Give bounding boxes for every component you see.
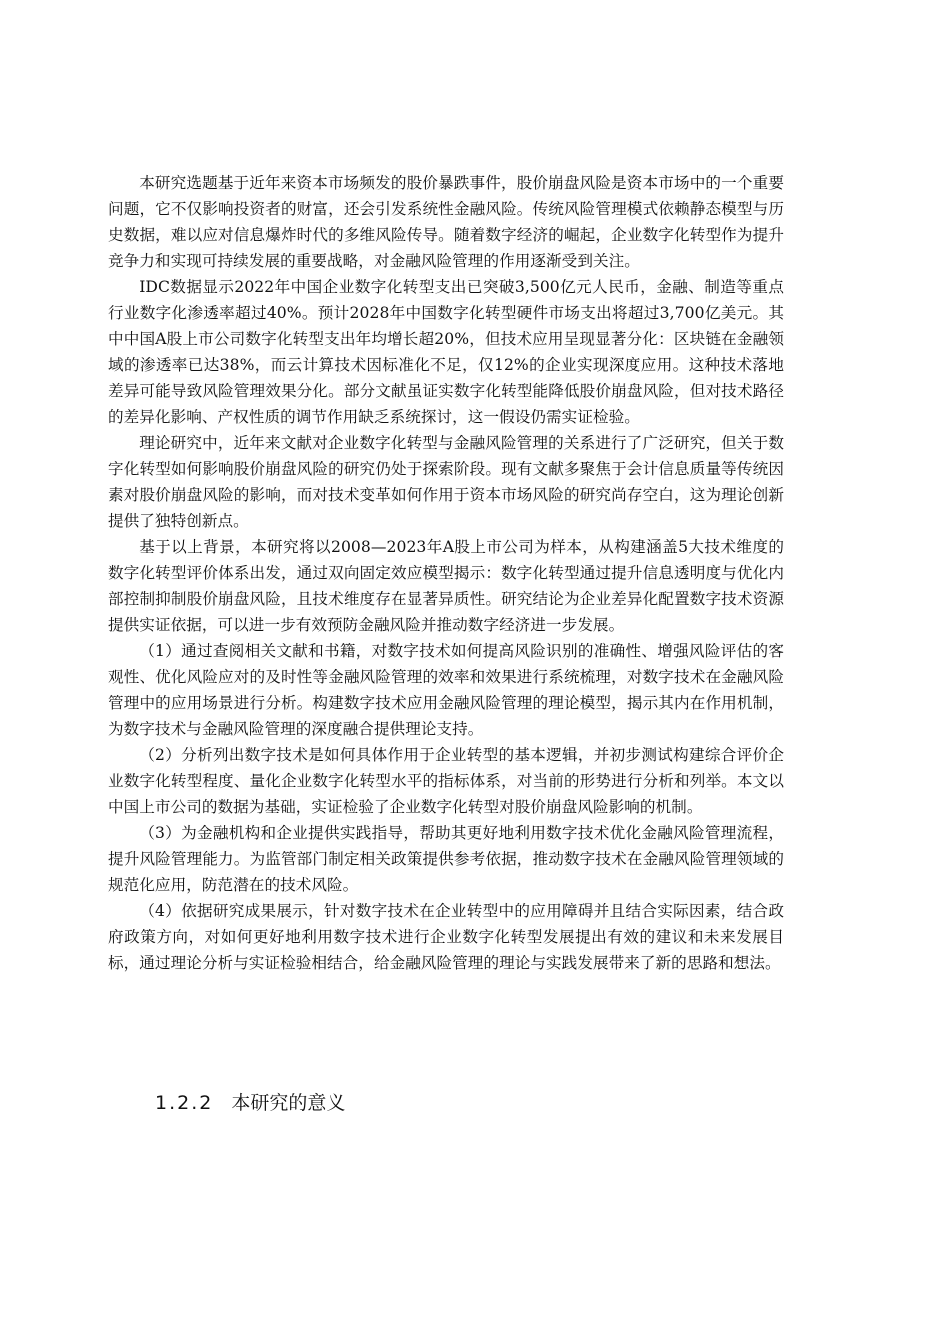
body-text [108,170,784,976]
paragraph-research-background: 本研究选题基于近年来资本市场频发的股价暴跌事件，股价崩盘风险是资本市场中的一个重要问题，它不仅影响投资者的财富，还会引发系统性金融风险。传统风险管理模式依赖静态模型与历史数据，难以应对信息爆炸时代的多维风险传导。随着数字经济的崛起，企业数字化转型作为提升竞争力和实现可持续发展的重要战略，对金融风险管理的作用逐渐受到关注。 [108,174,784,270]
section-heading [155,1088,345,1115]
paragraph-item-1: （1）通过查阅相关文献和书籍，对数字技术如何提高风险识别的准确性、增强风险评估的客观性、优化风险应对的及时性等金融风险管理的效率和效果进行系统梳理，对数字技术在金融风险管理中的应用场景进行分析。构建数字技术应用金融风险管理的理论模型，揭示其内在作用机制，为数字技术与金融风险管理的深度融合提供理论支持。 [108,642,784,738]
paragraph-item-4: （4）依据研究成果展示，针对数字技术在企业转型中的应用障碍并且结合实际因素，结合政府政策方向，对如何更好地利用数字技术进行企业数字化转型发展提出有效的建议和未来发展目标，通过理论分析与实证检验相结合，给金融风险管理的理论与实践发展带来了新的思路和想法。 [108,902,784,972]
paragraph-research-plan: 基于以上背景，本研究将以2008—2023年A股上市公司为样本，从构建涵盖5大技术维度的数字化转型评价体系出发，通过双向固定效应模型揭示：数字化转型通过提升信息透明度与优化内部控制抑制股价崩盘风险，且技术维度存在显著异质性。研究结论为企业差异化配置数字技术资源提供实证依据，可以进一步有效预防金融风险并推动数字经济进一步发展。 [108,538,784,634]
section-number: 1.2.2 [155,1092,214,1114]
paragraph-theoretical-research: 理论研究中，近年来文献对企业数字化转型与金融风险管理的关系进行了广泛研究，但关于数字化转型如何影响股价崩盘风险的研究仍处于探索阶段。现有文献多聚焦于会计信息质量等传统因素对股价崩盘风险的影响，而对技术变革如何作用于资本市场风险的研究尚存空白，这为理论创新提供了独特创新点。 [108,434,784,530]
paragraph-item-3: （3）为金融机构和企业提供实践指导，帮助其更好地利用数字技术优化金融风险管理流程，提升风险管理能力。为监管部门制定相关政策提供参考依据，推动数字技术在金融风险管理领域的规范化应用，防范潜在的技术风险。 [108,824,784,894]
paragraph-item-2: （2）分析列出数字技术是如何具体作用于企业转型的基本逻辑，并初步测试构建综合评价企业数字化转型程度、量化企业数字化转型水平的指标体系，对当前的形势进行分析和列举。本文以中国上市公司的数据为基础，实证检验了企业数字化转型对股价崩盘风险影响的机制。 [108,746,784,816]
section-title: 本研究的意义 [231,1092,346,1114]
paragraph-idc-data: IDC数据显示2022年中国企业数字化转型支出已突破3,500亿元人民币，金融、制造等重点行业数字化渗透率超过40%。预计2028年中国数字化转型硬件市场支出将超过3,700亿美元。其中中国A股上市公司数字化转型支出年均增长超20%，但技术应用呈现显著分化：区块链在金融领域的渗透率已达38%，而云计算技术因标准化不足，仅12%的企业实现深度应用。这种技术落地差异可能导致风险管理效果分化。部分文献虽证实数字化转型能降低股价崩盘风险，但对技术路径的差异化影响、产权性质的调节作用缺乏系统探讨，这一假设仍需实证检验。 [108,278,784,426]
